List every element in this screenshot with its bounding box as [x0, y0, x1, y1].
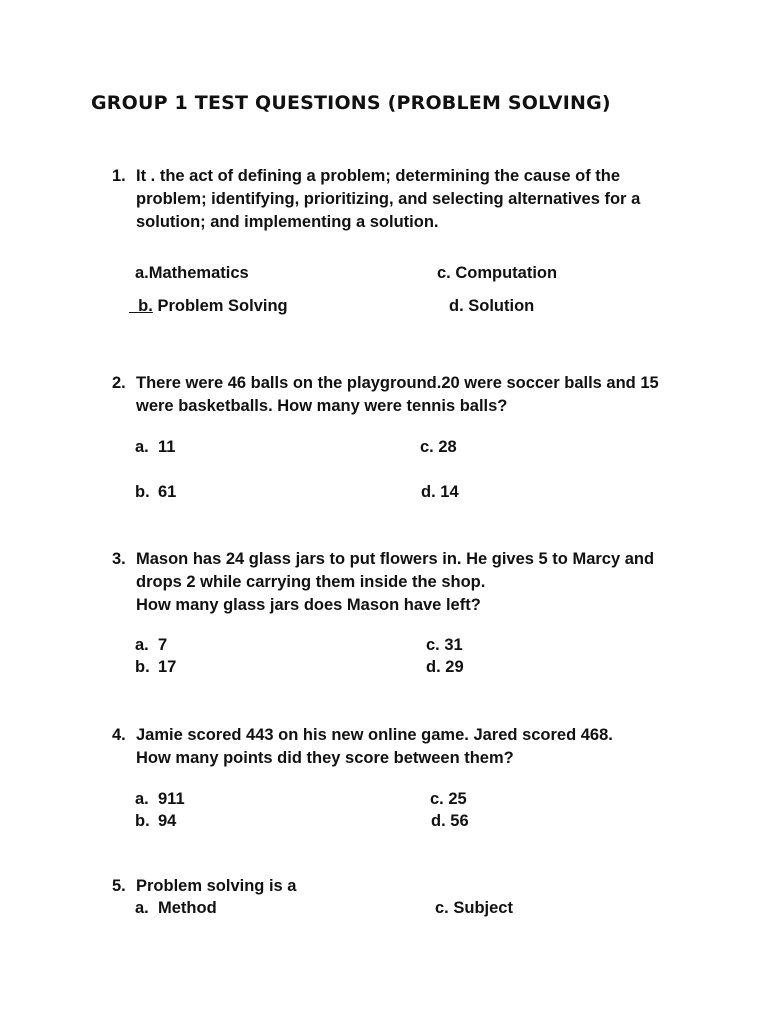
question-number: 3.	[112, 550, 126, 568]
page-title: GROUP 1 TEST QUESTIONS (PROBLEM SOLVING)	[91, 92, 611, 114]
question-2-option-d	[421, 481, 459, 503]
option-letter: b.	[135, 658, 150, 676]
option-text: 14	[440, 483, 459, 501]
option-text: 56	[450, 812, 469, 830]
option-letter: d.	[449, 297, 464, 315]
question-2-option-c	[420, 436, 457, 458]
answer-underline	[129, 297, 153, 315]
option-letter: b.	[135, 483, 150, 501]
question-1-option-c	[437, 262, 557, 284]
question-4	[112, 724, 692, 770]
option-letter: d.	[421, 483, 436, 501]
question-text-line: Jamie scored 443 on his new online game. Jared scored 468.	[136, 726, 613, 744]
question-4-option-a	[135, 788, 185, 810]
question-number: 1.	[112, 167, 126, 185]
option-letter: a.	[135, 438, 149, 456]
option-text: 911	[158, 790, 185, 808]
question-4-option-b	[135, 810, 176, 832]
option-text: Subject	[453, 899, 513, 917]
question-number: 2.	[112, 374, 126, 392]
question-3-option-b	[135, 656, 176, 678]
option-letter: d.	[426, 658, 441, 676]
option-text: 11	[158, 438, 176, 456]
question-text-line: How many glass jars does Mason have left?	[136, 596, 481, 614]
option-letter: b.	[135, 812, 150, 830]
question-4-option-d	[431, 810, 469, 832]
option-letter: c.	[435, 899, 449, 917]
question-1-option-b	[129, 295, 288, 317]
option-text: 29	[445, 658, 464, 676]
option-text: 61	[158, 483, 177, 501]
question-2-option-b	[135, 481, 176, 503]
question-3-option-d	[426, 656, 464, 678]
question-2	[112, 372, 692, 418]
option-letter: c.	[437, 264, 451, 282]
question-text: Problem solving is a	[136, 877, 297, 895]
question-1-option-a	[135, 262, 249, 284]
question-5	[112, 875, 692, 898]
option-text: Computation	[455, 264, 558, 282]
option-letter: a.	[135, 636, 149, 654]
question-text-line: How many points did they score between them?	[136, 749, 514, 767]
option-text: Solution	[468, 297, 535, 315]
question-text-line: Mason has 24 glass jars to put flowers in. He gives 5 to Marcy and drops 2 while carrying them inside the shop.	[136, 550, 655, 591]
option-letter: b.	[138, 297, 153, 315]
option-letter: d.	[431, 812, 446, 830]
question-5-option-c	[435, 897, 513, 919]
question-2-option-a	[135, 436, 175, 458]
option-letter: c.	[420, 438, 434, 456]
question-number: 5.	[112, 877, 126, 895]
option-text: Method	[158, 899, 217, 917]
question-3-option-c	[426, 634, 463, 656]
question-3	[112, 548, 692, 617]
option-text: 25	[448, 790, 467, 808]
option-letter: a.	[135, 790, 149, 808]
question-5-option-a	[135, 897, 217, 919]
question-text: It . the act of defining a problem; determining the cause of the problem; identifying, prioritizing, and selecting alternatives for a solution; and implementing a solution.	[136, 167, 641, 231]
option-text: Mathematics	[148, 264, 249, 282]
question-text	[136, 724, 692, 770]
option-text: Problem Solving	[157, 297, 288, 315]
option-text: 28	[438, 438, 457, 456]
option-letter: a.	[135, 264, 149, 282]
question-1-option-d	[449, 295, 534, 317]
question-text	[136, 548, 692, 617]
question-3-option-a	[135, 634, 167, 656]
option-text: 7	[158, 636, 168, 654]
question-1	[112, 165, 692, 234]
option-letter: c.	[426, 636, 440, 654]
question-4-option-c	[430, 788, 467, 810]
option-text: 17	[158, 658, 177, 676]
option-text: 94	[158, 812, 177, 830]
option-letter: c.	[430, 790, 444, 808]
option-text: 31	[444, 636, 463, 654]
option-letter: a.	[135, 899, 149, 917]
question-text: There were 46 balls on the playground.20 were soccer balls and 15 were basketballs. How many were tennis balls?	[136, 374, 659, 415]
question-number: 4.	[112, 726, 126, 744]
